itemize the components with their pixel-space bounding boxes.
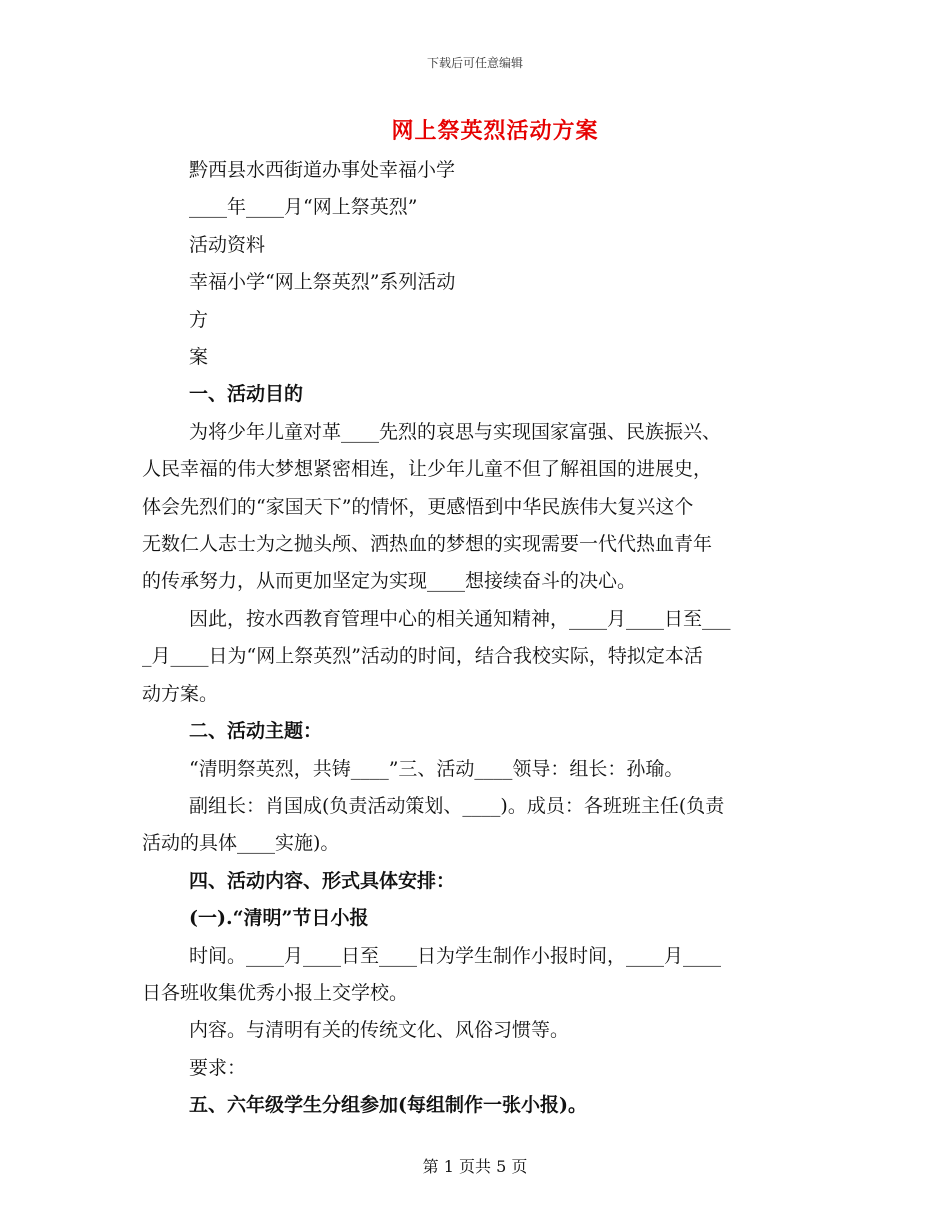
- paragraph-line: 时间。____月____日至____日为学生制作小报时间，____月____: [189, 944, 722, 967]
- paragraph-line: 动方案。: [142, 682, 219, 705]
- paragraph-line: 无数仁人志士为之抛头颅、洒热血的梦想的实现需要一代代热血青年: [142, 533, 713, 556]
- document-body: [142, 152, 812, 1125]
- section-heading: 四、活动内容、形式具体安排：: [189, 869, 456, 892]
- paragraph-line: 案: [189, 346, 209, 369]
- paragraph-line: 幸福小学“网上祭英烈”系列活动: [189, 271, 456, 294]
- paragraph-line: ____年____月“网上祭英烈”: [189, 196, 418, 219]
- paragraph-line: _月____日为“网上祭英烈”活动的时间，结合我校实际，特拟定本活: [142, 645, 703, 668]
- paragraph-line: 人民幸福的伟大梦想紧密相连，让少年儿童不但了解祖国的进展史，: [142, 458, 713, 481]
- paragraph-line: 活动资料: [189, 233, 266, 256]
- paragraph-line: 内容。与清明有关的传统文化、风俗习惯等。: [189, 1019, 570, 1042]
- paragraph-line: 为将少年儿童对革____先烈的哀思与实现国家富强、民族振兴、: [189, 420, 722, 443]
- paragraph-line: 日各班收集优秀小报上交学校。: [142, 981, 409, 1004]
- paragraph-line: 黔西县水西街道办事处幸福小学: [189, 159, 456, 181]
- section-heading: 二、活动主题：: [189, 720, 323, 743]
- section-heading: 五、六年级学生分组参加(每组制作一张小报)。: [189, 1094, 587, 1117]
- page-footer: 第 1 页共 5 页: [422, 1157, 528, 1176]
- paragraph-line: 活动的具体____实施)。: [142, 832, 340, 855]
- paragraph-line: 的传承努力，从而更加坚定为实现____想接续奋斗的决心。: [142, 570, 637, 593]
- document-title: 网上祭英烈活动方案: [391, 118, 599, 144]
- section-heading: (一).“清明”节日小报: [189, 907, 369, 930]
- paragraph-line: 副组长：肖国成(负责活动策划、____)。成员：各班班主任(负责: [189, 794, 725, 817]
- section-heading: 一、活动目的: [189, 383, 304, 406]
- paragraph-line: “清明祭英烈，共铸____”三、活动____领导：组长：孙瑜。: [189, 757, 684, 780]
- header-note: 下载后可任意编辑: [426, 56, 523, 70]
- paragraph-line: 因此，按水西教育管理中心的相关通知精神，____月____日至___: [189, 607, 731, 630]
- paragraph-line: 体会先烈们的“家国天下”的情怀，更感悟到中华民族伟大复兴这个: [142, 495, 694, 518]
- paragraph-line: 要求：: [189, 1056, 247, 1079]
- paragraph-line: 方: [189, 308, 209, 331]
